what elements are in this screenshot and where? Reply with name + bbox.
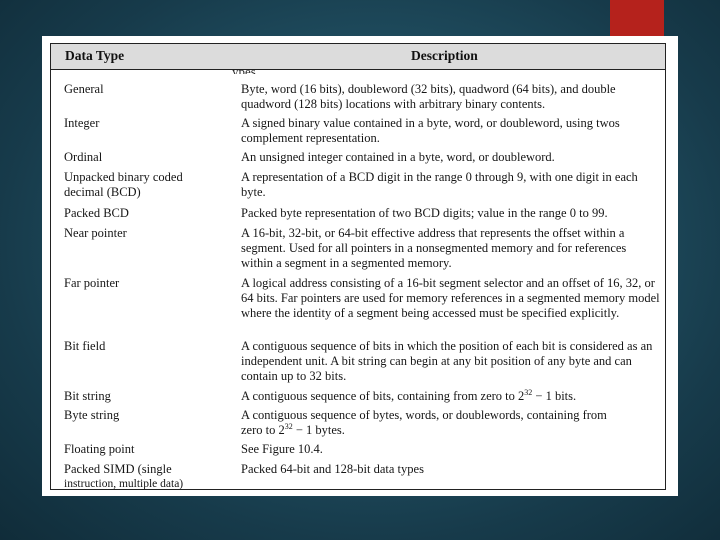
data-types-table — [50, 43, 666, 490]
description-cell: A 16-bit, 32-bit, or 64-bit effective address that represents the offset within a segment. Used for all pointers in a nonsegmented memory and for references within a segment in a segmented memory. — [241, 226, 627, 270]
data-type-line: Unpacked binary coded — [64, 170, 183, 184]
description-cell — [241, 408, 661, 438]
data-type-header: Data Type — [65, 48, 125, 63]
table-row — [51, 206, 665, 224]
table-row — [51, 442, 665, 460]
red-accent-tab — [610, 0, 664, 36]
description-cell: An unsigned integer contained in a byte, word, or doubleword. — [241, 150, 555, 164]
exponent-text: 32 — [524, 387, 533, 397]
table-row — [51, 82, 665, 116]
table-row — [51, 276, 665, 332]
slide-content-card — [42, 36, 678, 496]
table-row — [51, 226, 665, 274]
data-type-line: instruction, multiple data) — [64, 478, 184, 490]
data-type-line: decimal (BCD) — [64, 185, 141, 199]
description-header: Description — [411, 48, 478, 63]
table-row — [51, 170, 665, 204]
description-cell: Byte, word (16 bits), doubleword (32 bits), quadword (64 bits), and double quadword (128 bits) locations with arbitrary binary contents. — [241, 82, 616, 111]
description-text: − 1 bits. — [532, 389, 577, 403]
description-cell: Packed byte representation of two BCD digits; value in the range 0 to 99. — [241, 206, 608, 220]
table-row — [51, 462, 665, 490]
description-cell: See Figure 10.4. — [241, 442, 323, 456]
description-text: A contiguous sequence of bits, containing from zero to 2 — [241, 389, 525, 403]
table-row — [51, 150, 665, 169]
data-type-cell: Ordinal — [64, 150, 103, 164]
description-cell — [241, 389, 661, 404]
table-row — [51, 116, 665, 150]
data-type-cell: Floating point — [64, 442, 135, 456]
data-type-cell: Bit field — [64, 339, 106, 353]
description-cell: A representation of a BCD digit in the range 0 through 9, with one digit in each byte. — [241, 170, 638, 199]
exponent-text: 32 — [284, 421, 293, 431]
data-type-cell: Bit string — [64, 389, 111, 403]
data-type-cell: Packed BCD — [64, 206, 129, 220]
description-line: A contiguous sequence of bytes, words, or doublewords, containing from — [241, 408, 607, 422]
description-cell: A signed binary value contained in a byte, word, or doubleword, using twos complement representation. — [241, 116, 620, 145]
data-type-cell — [64, 170, 239, 200]
data-type-cell: Far pointer — [64, 276, 120, 290]
table-header-row — [51, 44, 665, 70]
data-type-cell: Integer — [64, 116, 100, 130]
description-cell: A logical address consisting of a 16-bit segment selector and an offset of 16, 32, or 64 bits. Far pointers are used for memory references in a segmented memory model where the identity of a segment being accessed must be specified explicitly. — [241, 276, 660, 320]
data-type-line: Packed SIMD (single — [64, 462, 172, 476]
description-text: zero to 2 — [241, 423, 285, 437]
data-type-cell: Byte string — [64, 408, 120, 422]
data-type-cell — [64, 462, 239, 490]
table-row — [51, 408, 665, 442]
description-line — [241, 423, 661, 438]
data-type-cell: Near pointer — [64, 226, 127, 240]
data-type-cell: General — [64, 82, 104, 96]
description-text: − 1 bytes. — [292, 423, 345, 437]
description-cell: Packed 64-bit and 128-bit data types — [241, 462, 424, 476]
description-cell: A contiguous sequence of bits in which the position of each bit is considered as an independent unit. A bit string can begin at any bit position of any byte and can contain up to 32 bits. — [241, 339, 653, 383]
table-row — [51, 339, 665, 387]
table-row — [51, 389, 665, 407]
